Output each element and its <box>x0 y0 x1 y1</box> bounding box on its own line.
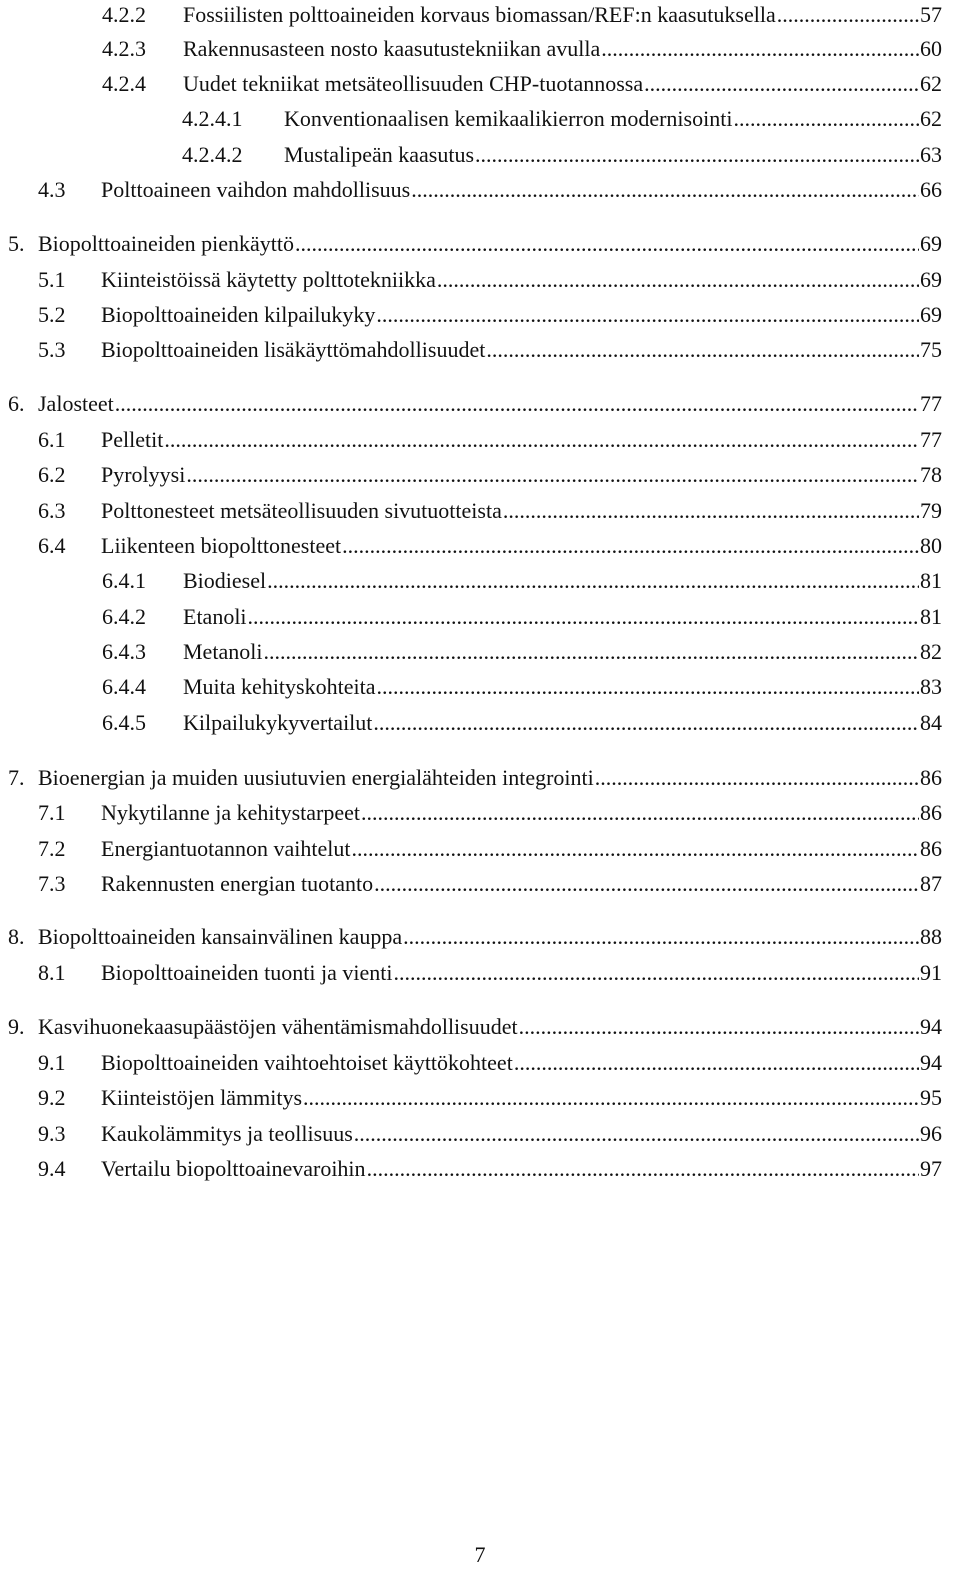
toc-entry-number: 9.2 <box>38 1085 66 1110</box>
toc-entry-number: 7.1 <box>38 800 66 825</box>
toc-entry-number: 4.2.4 <box>102 71 146 96</box>
toc-entry-page: 97 <box>920 1156 942 1181</box>
toc-entry[interactable] <box>38 531 942 561</box>
toc-leader-dots <box>164 425 919 455</box>
toc-entry-number: 9.3 <box>38 1121 66 1146</box>
toc-entry-page: 69 <box>920 231 942 256</box>
toc-leader-dots <box>393 958 919 988</box>
toc-entry[interactable] <box>38 1119 942 1149</box>
toc-entry-number: 6.1 <box>38 427 66 452</box>
toc-entry-number: 6.4.1 <box>102 568 146 593</box>
toc-entry[interactable] <box>38 300 942 330</box>
toc-entry-title: Biopolttoaineiden kilpailukyky <box>101 302 376 327</box>
toc-entry[interactable] <box>102 566 942 596</box>
toc-leader-dots <box>376 672 919 702</box>
toc-leader-dots <box>475 140 919 170</box>
toc-entry[interactable] <box>8 229 942 259</box>
toc-entry-title: Muita kehityskohteita <box>183 674 376 699</box>
toc-leader-dots <box>514 1048 919 1078</box>
toc-entry-number: 5.2 <box>38 302 66 327</box>
toc-entry-title: Uudet tekniikat metsäteollisuuden CHP-tuotannossa <box>183 71 644 96</box>
toc-entry-page: 94 <box>920 1050 942 1075</box>
toc-entry[interactable] <box>38 798 942 828</box>
toc-entry-number: 4.2.4.2 <box>182 142 243 167</box>
toc-entry-number: 6.4.3 <box>102 639 146 664</box>
toc-entry-title: Biopolttoaineiden lisäkäyttömahdollisuudet <box>101 337 486 362</box>
toc-entry-page: 88 <box>920 924 942 949</box>
toc-leader-dots <box>115 389 919 419</box>
toc-entry-page: 77 <box>920 391 942 416</box>
toc-leader-dots <box>267 566 919 596</box>
toc-leader-dots <box>373 708 919 738</box>
toc-leader-dots <box>186 460 919 490</box>
toc-leader-dots <box>354 1119 919 1149</box>
toc-entry-title: Biopolttoaineiden pienkäyttö <box>38 231 295 256</box>
toc-entry-page: 80 <box>920 533 942 558</box>
toc-leader-dots <box>248 602 919 632</box>
toc-entry-number: 5.3 <box>38 337 66 362</box>
toc-entry-number: 9. <box>8 1014 25 1039</box>
page-number: 7 <box>474 1542 486 1567</box>
toc-entry-title: Liikenteen biopolttonesteet <box>101 533 342 558</box>
toc-entry-page: 79 <box>920 498 942 523</box>
toc-entry-number: 7. <box>8 765 25 790</box>
toc-entry-page: 69 <box>920 302 942 327</box>
toc-entry[interactable] <box>102 637 942 667</box>
toc-entry-title: Biopolttoaineiden kansainvälinen kauppa <box>38 924 403 949</box>
toc-entry[interactable] <box>102 708 942 738</box>
toc-entry-number: 7.2 <box>38 836 66 861</box>
toc-entry-title: Polttoaineen vaihdon mahdollisuus <box>101 177 411 202</box>
toc-entry[interactable] <box>8 763 942 793</box>
toc-entry-page: 94 <box>920 1014 942 1039</box>
toc-entry-title: Metanoli <box>183 639 263 664</box>
toc-entry-title: Biodiesel <box>183 568 267 593</box>
toc-entry-page: 86 <box>920 836 942 861</box>
toc-entry-number: 6.2 <box>38 462 66 487</box>
toc-leader-dots <box>376 300 919 330</box>
toc-entry-page: 96 <box>920 1121 942 1146</box>
toc-leader-dots <box>361 798 919 828</box>
toc-entry[interactable] <box>38 1083 942 1113</box>
toc-entry-number: 5. <box>8 231 25 256</box>
toc-entry-page: 95 <box>920 1085 942 1110</box>
toc-entry[interactable] <box>38 1154 942 1184</box>
toc-leader-dots <box>437 265 919 295</box>
toc-entry[interactable] <box>38 869 942 899</box>
toc-leader-dots <box>263 637 919 667</box>
toc-entry[interactable] <box>102 602 942 632</box>
toc-entry[interactable] <box>102 0 942 30</box>
toc-entry[interactable] <box>38 1048 942 1078</box>
toc-entry-page: 77 <box>920 427 942 452</box>
toc-entry-page: 86 <box>920 765 942 790</box>
toc-entry-title: Jalosteet <box>38 391 114 416</box>
toc-leader-dots <box>403 922 919 952</box>
toc-entry[interactable] <box>102 34 942 64</box>
toc-entry-title: Kasvihuonekaasupäästöjen vähentämismahdollisuudet <box>38 1014 518 1039</box>
toc-entry-page: 81 <box>920 568 942 593</box>
toc-entry-number: 6.4 <box>38 533 66 558</box>
toc-entry-number: 6. <box>8 391 25 416</box>
toc-entry-title: Kaukolämmitys ja teollisuus <box>101 1121 353 1146</box>
toc-entry-title: Bioenergian ja muiden uusiutuvien energialähteiden integrointi <box>38 765 594 790</box>
toc-leader-dots <box>519 1012 919 1042</box>
toc-entry[interactable] <box>182 140 942 170</box>
toc-entry-number: 4.2.4.1 <box>182 106 243 131</box>
toc-entry[interactable] <box>38 265 942 295</box>
toc-leader-dots <box>503 496 919 526</box>
toc-entry-number: 6.4.4 <box>102 674 146 699</box>
toc-entry-title: Fossiilisten polttoaineiden korvaus biomassan/REF:n kaasutuksella <box>183 2 776 27</box>
toc-entry-title: Pelletit <box>101 427 164 452</box>
toc-entry-page: 63 <box>920 142 942 167</box>
toc-entry-title: Biopolttoaineiden vaihtoehtoiset käyttökohteet <box>101 1050 513 1075</box>
toc-entry[interactable] <box>102 69 942 99</box>
toc-entry-title: Kiinteistöjen lämmitys <box>101 1085 303 1110</box>
toc-entry[interactable] <box>8 1012 942 1042</box>
toc-entry-page: 62 <box>920 106 942 131</box>
toc-entry-title: Energiantuotannon vaihtelut <box>101 836 351 861</box>
toc-leader-dots <box>295 229 919 259</box>
toc-entry[interactable] <box>102 672 942 702</box>
toc-entry-page: 78 <box>920 462 942 487</box>
toc-leader-dots <box>411 175 919 205</box>
toc-entry[interactable] <box>38 425 942 455</box>
toc-leader-dots <box>777 0 919 30</box>
toc-entry-number: 4.2.3 <box>102 36 146 61</box>
toc-entry-page: 82 <box>920 639 942 664</box>
toc-entry-title: Rakennusasteen nosto kaasutustekniikan avulla <box>183 36 601 61</box>
toc-leader-dots <box>486 335 919 365</box>
toc-leader-dots <box>601 34 919 64</box>
toc-entry-title: Rakennusten energian tuotanto <box>101 871 374 896</box>
toc-entry-number: 6.3 <box>38 498 66 523</box>
toc-entry[interactable] <box>38 175 942 205</box>
toc-entry-page: 66 <box>920 177 942 202</box>
toc-entry-title: Pyrolyysi <box>101 462 186 487</box>
toc-entry-page: 57 <box>920 2 942 27</box>
toc-entry-number: 7.3 <box>38 871 66 896</box>
toc-entry-number: 8. <box>8 924 25 949</box>
toc-leader-dots <box>644 69 919 99</box>
toc-entry[interactable] <box>38 958 942 988</box>
toc-leader-dots <box>342 531 919 561</box>
toc-entry-page: 81 <box>920 604 942 629</box>
toc-entry-page: 69 <box>920 267 942 292</box>
toc-entry-title: Mustalipeän kaasutus <box>284 142 475 167</box>
toc-entry-page: 84 <box>920 710 942 735</box>
toc-entry[interactable] <box>182 104 942 134</box>
toc-entry-number: 8.1 <box>38 960 66 985</box>
toc-entry-number: 9.1 <box>38 1050 66 1075</box>
toc-leader-dots <box>351 834 919 864</box>
toc-entry-title: Konventionaalisen kemikaalikierron modernisointi <box>284 106 733 131</box>
toc-entry-number: 6.4.5 <box>102 710 146 735</box>
toc-leader-dots <box>303 1083 919 1113</box>
toc-entry[interactable] <box>38 460 942 490</box>
toc-entry-title: Polttonesteet metsäteollisuuden sivutuotteista <box>101 498 502 523</box>
toc-entry-page: 62 <box>920 71 942 96</box>
toc-entry-page: 83 <box>920 674 942 699</box>
toc-entry[interactable] <box>8 922 942 952</box>
toc-entry-page: 91 <box>920 960 942 985</box>
toc-entry-number: 4.3 <box>38 177 66 202</box>
toc-entry-page: 75 <box>920 337 942 362</box>
toc-entry-title: Kilpailukykyvertailut <box>183 710 373 735</box>
toc-leader-dots <box>733 104 919 134</box>
toc-entry[interactable] <box>38 335 942 365</box>
toc-entry-page: 86 <box>920 800 942 825</box>
toc-entry-page: 60 <box>920 36 942 61</box>
toc-entry[interactable] <box>38 496 942 526</box>
toc-entry-title: Kiinteistöissä käytetty polttotekniikka <box>101 267 436 292</box>
toc-entry-number: 5.1 <box>38 267 66 292</box>
toc-entry-title: Etanoli <box>183 604 247 629</box>
toc-entry[interactable] <box>8 389 942 419</box>
toc-leader-dots <box>367 1154 919 1184</box>
toc-entry-number: 9.4 <box>38 1156 66 1181</box>
toc-entry[interactable] <box>38 834 942 864</box>
toc-entry-title: Vertailu biopolttoainevaroihin <box>101 1156 366 1181</box>
toc-entry-number: 4.2.2 <box>102 2 146 27</box>
toc-entry-title: Biopolttoaineiden tuonti ja vienti <box>101 960 393 985</box>
toc-leader-dots <box>374 869 919 899</box>
toc-leader-dots <box>595 763 919 793</box>
toc-entry-title: Nykytilanne ja kehitystarpeet <box>101 800 361 825</box>
toc-entry-number: 6.4.2 <box>102 604 146 629</box>
toc-entry-page: 87 <box>920 871 942 896</box>
